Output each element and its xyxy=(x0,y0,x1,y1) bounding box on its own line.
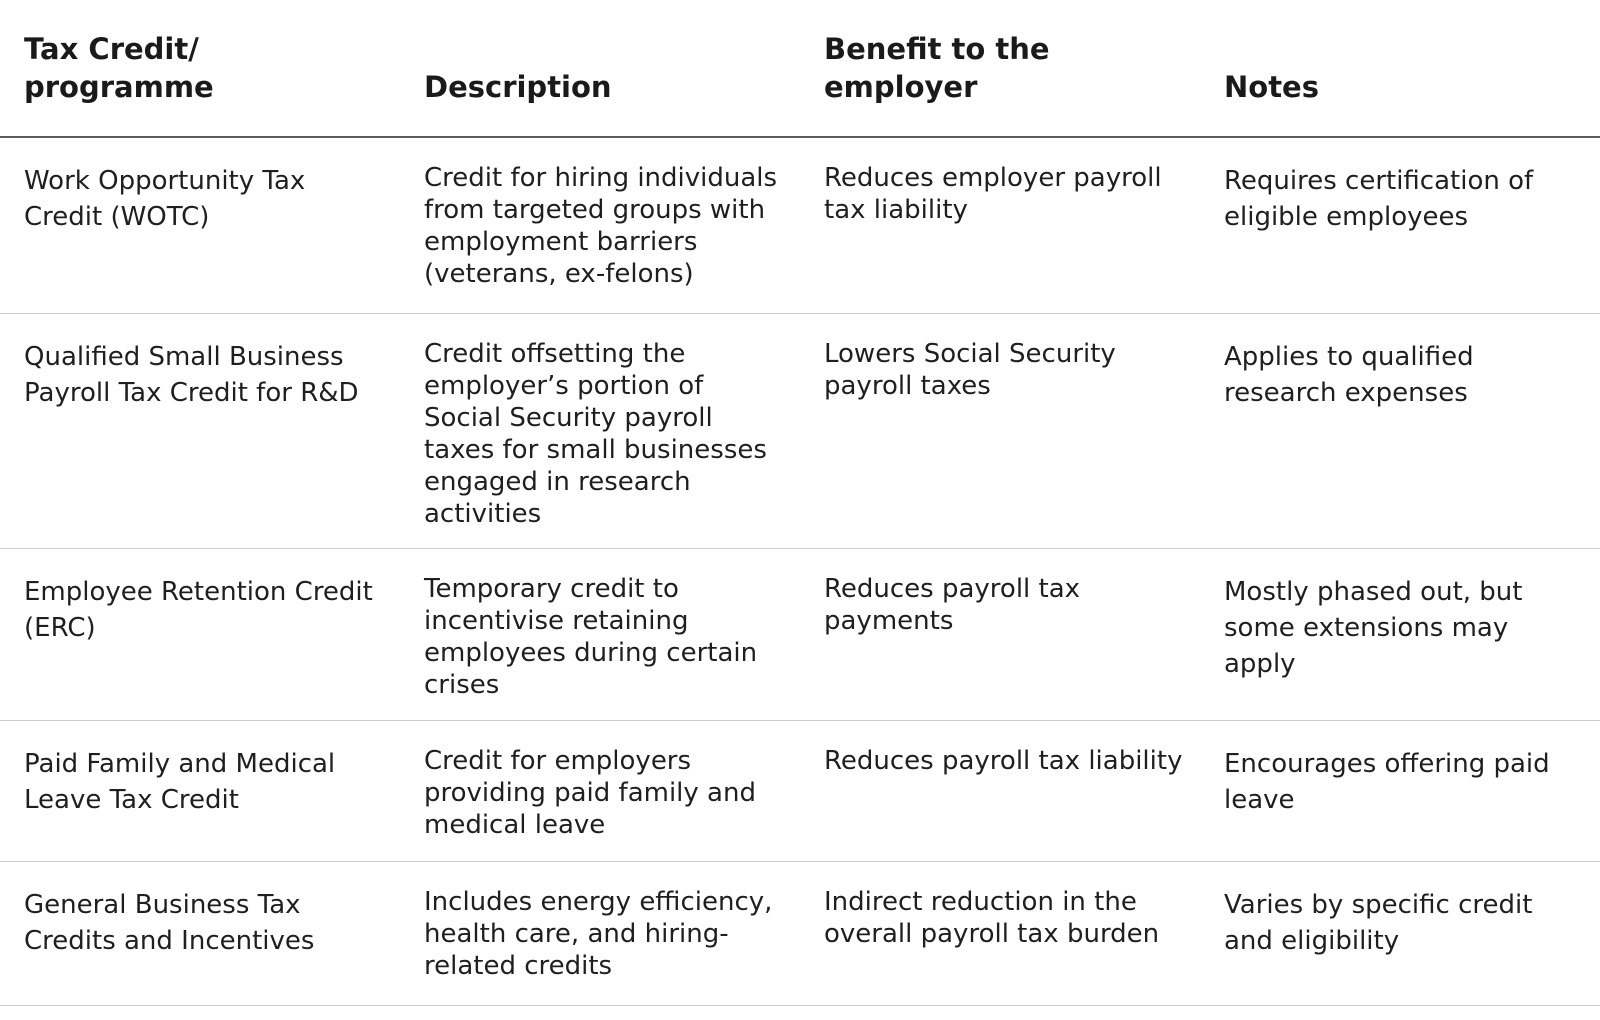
benefit-cell: Reduces payroll tax payments xyxy=(800,548,1200,720)
description-cell: Credit for hiring individuals from targeted groups with employment barriers (veterans, ex-felons) xyxy=(400,137,800,313)
program-cell: Paid Family and Medical Leave Tax Credit xyxy=(0,720,400,861)
description-cell: Credit for employers providing paid family and medical leave xyxy=(400,720,800,861)
benefit-cell: Lowers Social Security payroll taxes xyxy=(800,313,1200,548)
table-row xyxy=(0,861,1600,1005)
table-row xyxy=(0,313,1600,548)
program-cell: General Business Tax Credits and Incentives xyxy=(0,861,400,1005)
header-notes xyxy=(1200,0,1600,137)
description-cell: Includes energy efficiency, health care, and hiring-related credits xyxy=(400,861,800,1005)
table-header xyxy=(0,0,1600,137)
header-benefit xyxy=(800,0,1200,137)
header-tax-credit-programme xyxy=(0,0,400,137)
notes-cell: Applies to qualified research expenses xyxy=(1200,313,1600,548)
notes-cell: Requires certification of eligible employees xyxy=(1200,137,1600,313)
program-cell: Work Opportunity Tax Credit (WOTC) xyxy=(0,137,400,313)
program-cell: Qualified Small Business Payroll Tax Credit for R&D xyxy=(0,313,400,548)
header-notes-label: Notes xyxy=(1224,70,1319,104)
program-cell: Employee Retention Credit (ERC) xyxy=(0,548,400,720)
header-benefit-label: Benefit to the employer xyxy=(824,32,1050,104)
benefit-cell: Reduces payroll tax liability xyxy=(800,720,1200,861)
notes-cell: Encourages offering paid leave xyxy=(1200,720,1600,861)
notes-cell: Varies by specific credit and eligibility xyxy=(1200,861,1600,1005)
header-description-label: Description xyxy=(424,70,612,104)
header-tax-credit-label: Tax Credit/ programme xyxy=(24,32,214,104)
table-row xyxy=(0,720,1600,861)
benefit-cell: Indirect reduction in the overall payroll tax burden xyxy=(800,861,1200,1005)
notes-cell: Mostly phased out, but some extensions may apply xyxy=(1200,548,1600,720)
description-cell: Temporary credit to incentivise retaining employees during certain crises xyxy=(400,548,800,720)
table-row xyxy=(0,548,1600,720)
benefit-cell: Reduces employer payroll tax liability xyxy=(800,137,1200,313)
table-row xyxy=(0,137,1600,313)
table-body xyxy=(0,137,1600,1005)
header-row xyxy=(0,0,1600,137)
header-description xyxy=(400,0,800,137)
description-cell: Credit offsetting the employer’s portion of Social Security payroll taxes for small businesses engaged in research activities xyxy=(400,313,800,548)
